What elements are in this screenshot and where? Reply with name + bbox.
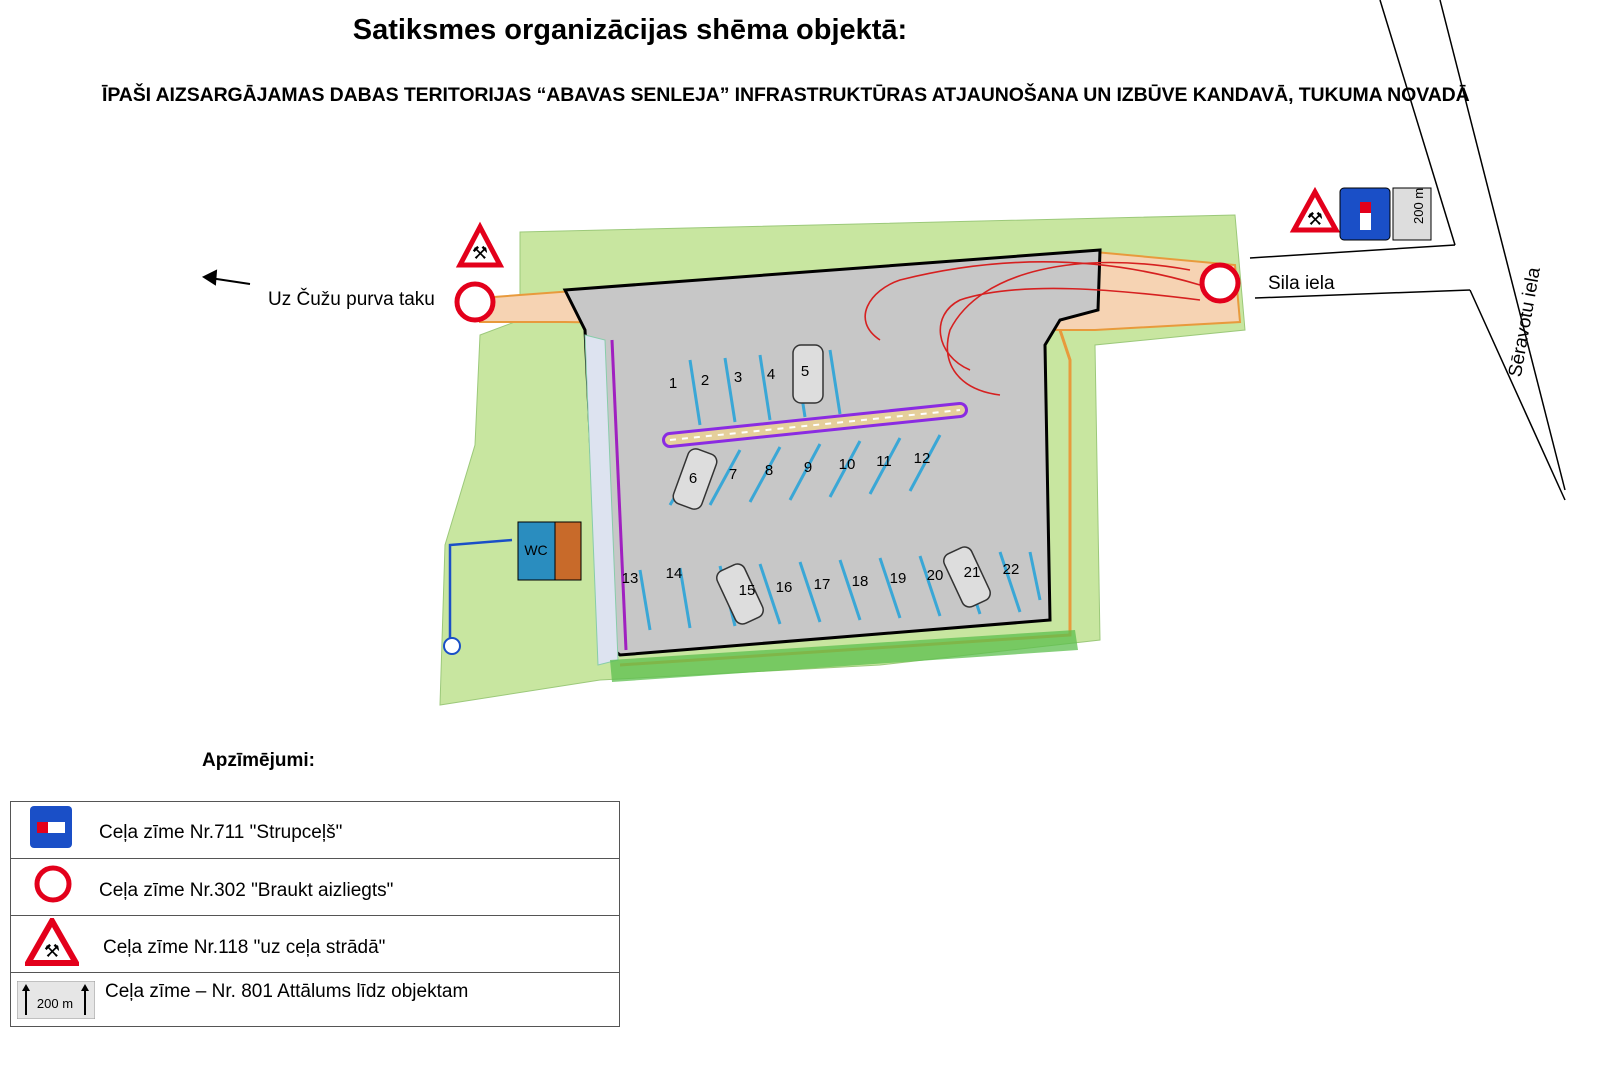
parking-space-number: 10	[838, 456, 856, 473]
svg-text:200 m: 200 m	[36, 996, 74, 1011]
svg-text:⚒: ⚒	[1306, 209, 1324, 230]
legend-label: Ceļa zīme Nr.711 "Strupceļš"	[99, 822, 343, 843]
page-subtitle: ĪPAŠI AIZSARGĀJAMAS DABAS TERITORIJAS “ABAVAS SENLEJA” INFRASTRUKTŪRAS ATJAUNOŠANA UN IZBŪVE KANDAVĀ, TUKUMA NOVADĀ	[102, 84, 1470, 106]
street-label-seravotu: Sēravotu iela	[1505, 265, 1545, 379]
distance-sign-icon	[17, 981, 95, 1019]
legend-label: Ceļa zīme Nr.302 "Braukt aizliegts"	[99, 880, 394, 901]
parking-space-number: 13	[621, 570, 639, 587]
parking-space-number: 15	[738, 582, 756, 599]
parking-space-number: 20	[926, 567, 944, 584]
parking-space-number: 16	[775, 579, 793, 596]
parking-space-number: 9	[803, 459, 813, 476]
parking-space-number: 3	[733, 369, 743, 386]
svg-text:⚒: ⚒	[471, 243, 489, 264]
parking-space-number: 17	[813, 576, 831, 593]
parking-space-number: 18	[851, 573, 869, 590]
parking-space-number: 4	[766, 366, 776, 383]
legend-row	[11, 916, 619, 973]
legend-table	[10, 801, 620, 1027]
wc-label: WC	[524, 542, 548, 558]
roadworks-sign-right	[1294, 192, 1336, 230]
legend-row	[11, 859, 619, 916]
parking-space-number: 21	[963, 564, 981, 581]
dead-end-sign-right	[1340, 188, 1390, 240]
parking-space-number: 6	[688, 470, 698, 487]
street-label-sila: Sila iela	[1268, 273, 1335, 294]
legend-label: Ceļa zīme – Nr. 801 Attālums līdz objektam	[105, 981, 469, 1002]
parking-space-number: 2	[700, 372, 710, 389]
parking-space-number: 5	[800, 363, 810, 380]
no-entry-sign-right	[1202, 265, 1238, 301]
parking-space-number: 14	[665, 565, 683, 582]
parking-space-number: 19	[889, 570, 907, 587]
wc-deck	[555, 522, 581, 580]
no-entry-sign-left	[457, 284, 493, 320]
no-entry-sign-icon	[33, 864, 73, 904]
legend-row	[11, 802, 619, 859]
roadworks-sign-icon	[25, 918, 79, 966]
parking-space-number: 1	[668, 375, 678, 392]
parking-space-number: 11	[876, 453, 892, 470]
parking-space-number: 12	[913, 450, 931, 467]
legend-title: Apzīmējumi:	[202, 750, 315, 771]
svg-text:200 m: 200 m	[1411, 187, 1426, 224]
distance-sign-right	[1393, 188, 1431, 240]
legend-label: Ceļa zīme Nr.118 "uz ceļa strādā"	[103, 937, 386, 958]
legend-row	[11, 973, 619, 1026]
street-lines	[1250, 0, 1565, 500]
direction-arrow	[204, 271, 250, 284]
direction-label: Uz Čužu purva taku	[268, 289, 435, 310]
parking-space-number: 7	[728, 466, 738, 483]
dead-end-sign-icon	[29, 805, 73, 849]
svg-text:⚒: ⚒	[43, 941, 61, 962]
parking-space-number: 8	[764, 462, 774, 479]
roadworks-sign-left	[460, 227, 500, 265]
parking-space-number: 22	[1002, 561, 1020, 578]
page-title: Satiksmes organizācijas shēma objektā:	[352, 14, 908, 46]
